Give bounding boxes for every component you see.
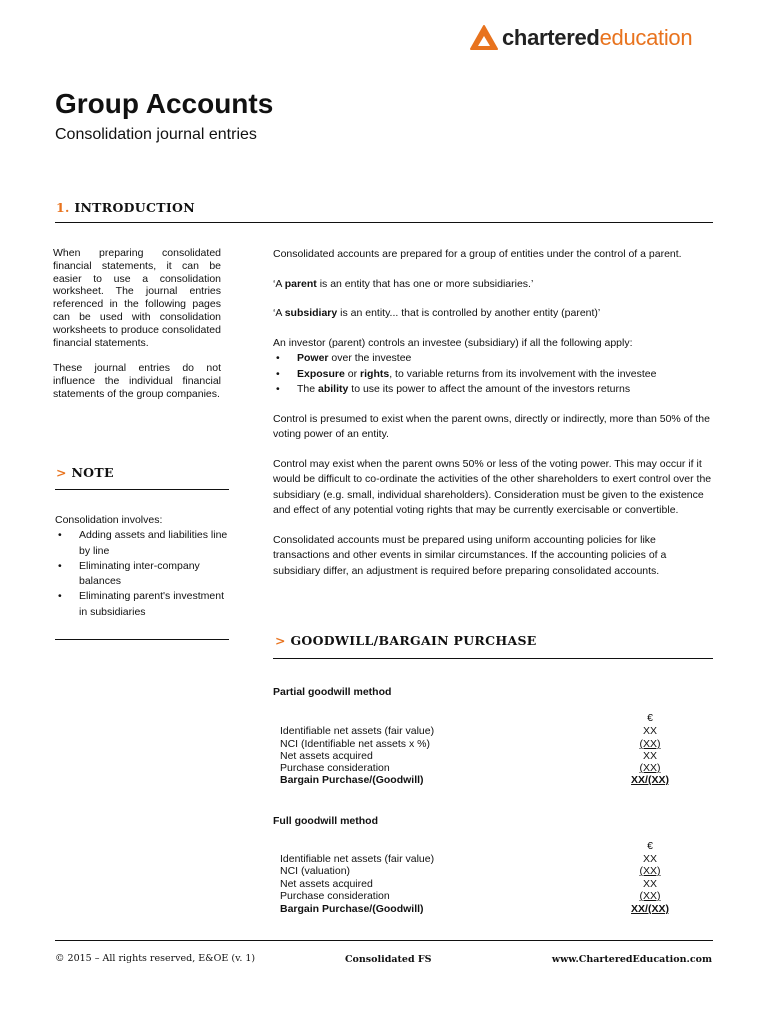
note-heading-text: NOTE — [71, 465, 114, 480]
worksheet-row: Purchase consideration (XX) — [280, 890, 661, 902]
subsidiary-definition: ‘A subsidiary is an entity... that is controlled by another entity (parent)’ — [273, 307, 601, 319]
worksheet-row: NCI (Identifiable net assets x %) (XX) — [280, 738, 661, 750]
subsidiary-term: subsidiary — [284, 307, 338, 319]
worksheet-row: NCI (valuation) (XX) — [280, 865, 661, 877]
note-item: • Eliminating inter-company balances — [55, 559, 235, 590]
criterion-ability: • The ability to use its power to affect the amount of the investors returns — [273, 382, 713, 398]
sidebar-paragraph-2: These journal entries do not influence the individual financial statements of the group companies. — [53, 362, 221, 400]
worksheet-row: Identifiable net assets (fair value) XX — [280, 725, 657, 737]
worksheet-row: Identifiable net assets (fair value) XX — [280, 853, 657, 865]
page-title: Group Accounts — [55, 88, 274, 119]
currency-symbol: € — [647, 840, 653, 852]
parent-definition: ‘A parent is an entity that has one or more subsidiaries.’ — [273, 277, 534, 290]
full-goodwill-worksheet — [280, 840, 700, 920]
intro-number: 1. — [56, 200, 70, 215]
intro-heading — [56, 200, 195, 215]
worksheet-total-row: Bargain Purchase/(Goodwill) XX/(XX) — [280, 903, 669, 915]
main-content — [273, 247, 713, 579]
goodwill-rule — [273, 658, 713, 659]
worksheet-row: Net assets acquired XX — [280, 878, 657, 890]
control-may-exist-paragraph: Control may exist when the parent owns 50% or less of the voting power. This may occur if it would be difficult to co-ordinate the activities of the other shareholders to exert control over the subsidiary (e.g. small, individual shareholders). Consideration must be given to the existence and effect of any potential voting rights that may be currently exercisable or convertible. — [273, 457, 712, 516]
control-criteria-list — [273, 351, 713, 398]
note-marker: > — [56, 465, 67, 480]
brand-word-chartered: chartered — [502, 25, 600, 50]
intro-rule — [55, 222, 713, 223]
worksheet-total-row: Bargain Purchase/(Goodwill) XX/(XX) — [280, 774, 669, 786]
note-heading — [56, 465, 114, 480]
worksheet-row: Net assets acquired XX — [280, 750, 657, 762]
worksheet-row: Purchase consideration (XX) — [280, 762, 661, 774]
partial-goodwill-worksheet — [280, 712, 700, 792]
note-intro: Consolidation involves: — [55, 514, 163, 526]
criterion-power: • Power over the investee — [273, 351, 713, 367]
brand-logo — [470, 22, 692, 54]
footer-website-link[interactable]: www.CharteredEducation.com — [551, 954, 712, 965]
criterion-exposure: • Exposure or rights, to variable returns from its involvement with the investee — [273, 367, 713, 383]
goodwill-heading — [275, 633, 537, 648]
goodwill-heading-text: GOODWILL/BARGAIN PURCHASE — [290, 633, 537, 648]
note-item: • Eliminating parent's investment in subsidiaries — [55, 589, 235, 620]
brand-word-education: education — [599, 25, 693, 50]
note-rule-bottom — [55, 639, 229, 640]
footer-document-name: Consolidated FS — [345, 954, 432, 965]
intro-heading-text: INTRODUCTION — [74, 200, 195, 215]
note-item: • Adding assets and liabilities line by line — [55, 528, 235, 559]
currency-symbol: € — [647, 712, 653, 724]
sidebar-paragraph-1: When preparing consolidated financial statements, it can be easier to use a consolidation worksheet. The journal entries referenced in the following pages can be used with consolidation worksheets to produce consolidated financial statements. — [53, 247, 221, 349]
note-box — [55, 513, 235, 620]
parent-term: parent — [284, 277, 317, 290]
partial-goodwill-title: Partial goodwill method — [273, 686, 392, 698]
full-goodwill-title: Full goodwill method — [273, 815, 378, 827]
footer-copyright: © 2015 – All rights reserved, E&OE (v. 1) — [55, 953, 256, 964]
control-intro: An investor (parent) controls an investee (subsidiary) if all the following apply: — [273, 336, 633, 349]
uniform-policies-paragraph: Consolidated accounts must be prepared using uniform accounting policies for like transactions and other events in similar circumstances. If the accounting policies of a subsidiary differ, an adjustment is required before preparing consolidated accounts. — [273, 533, 667, 577]
note-rule-top — [55, 489, 229, 490]
triangle-logo-icon — [470, 24, 498, 52]
goodwill-marker: > — [275, 633, 286, 648]
sidebar-intro — [53, 247, 221, 401]
note-list — [55, 528, 235, 620]
control-presumed-paragraph: Control is presumed to exist when the parent owns, directly or indirectly, more than 50% of the voting power of an entity. — [273, 412, 710, 440]
group-intro-paragraph: Consolidated accounts are prepared for a group of entities under the control of a parent. — [273, 248, 682, 260]
page-subtitle: Consolidation journal entries — [55, 126, 257, 143]
footer-rule — [55, 940, 713, 941]
